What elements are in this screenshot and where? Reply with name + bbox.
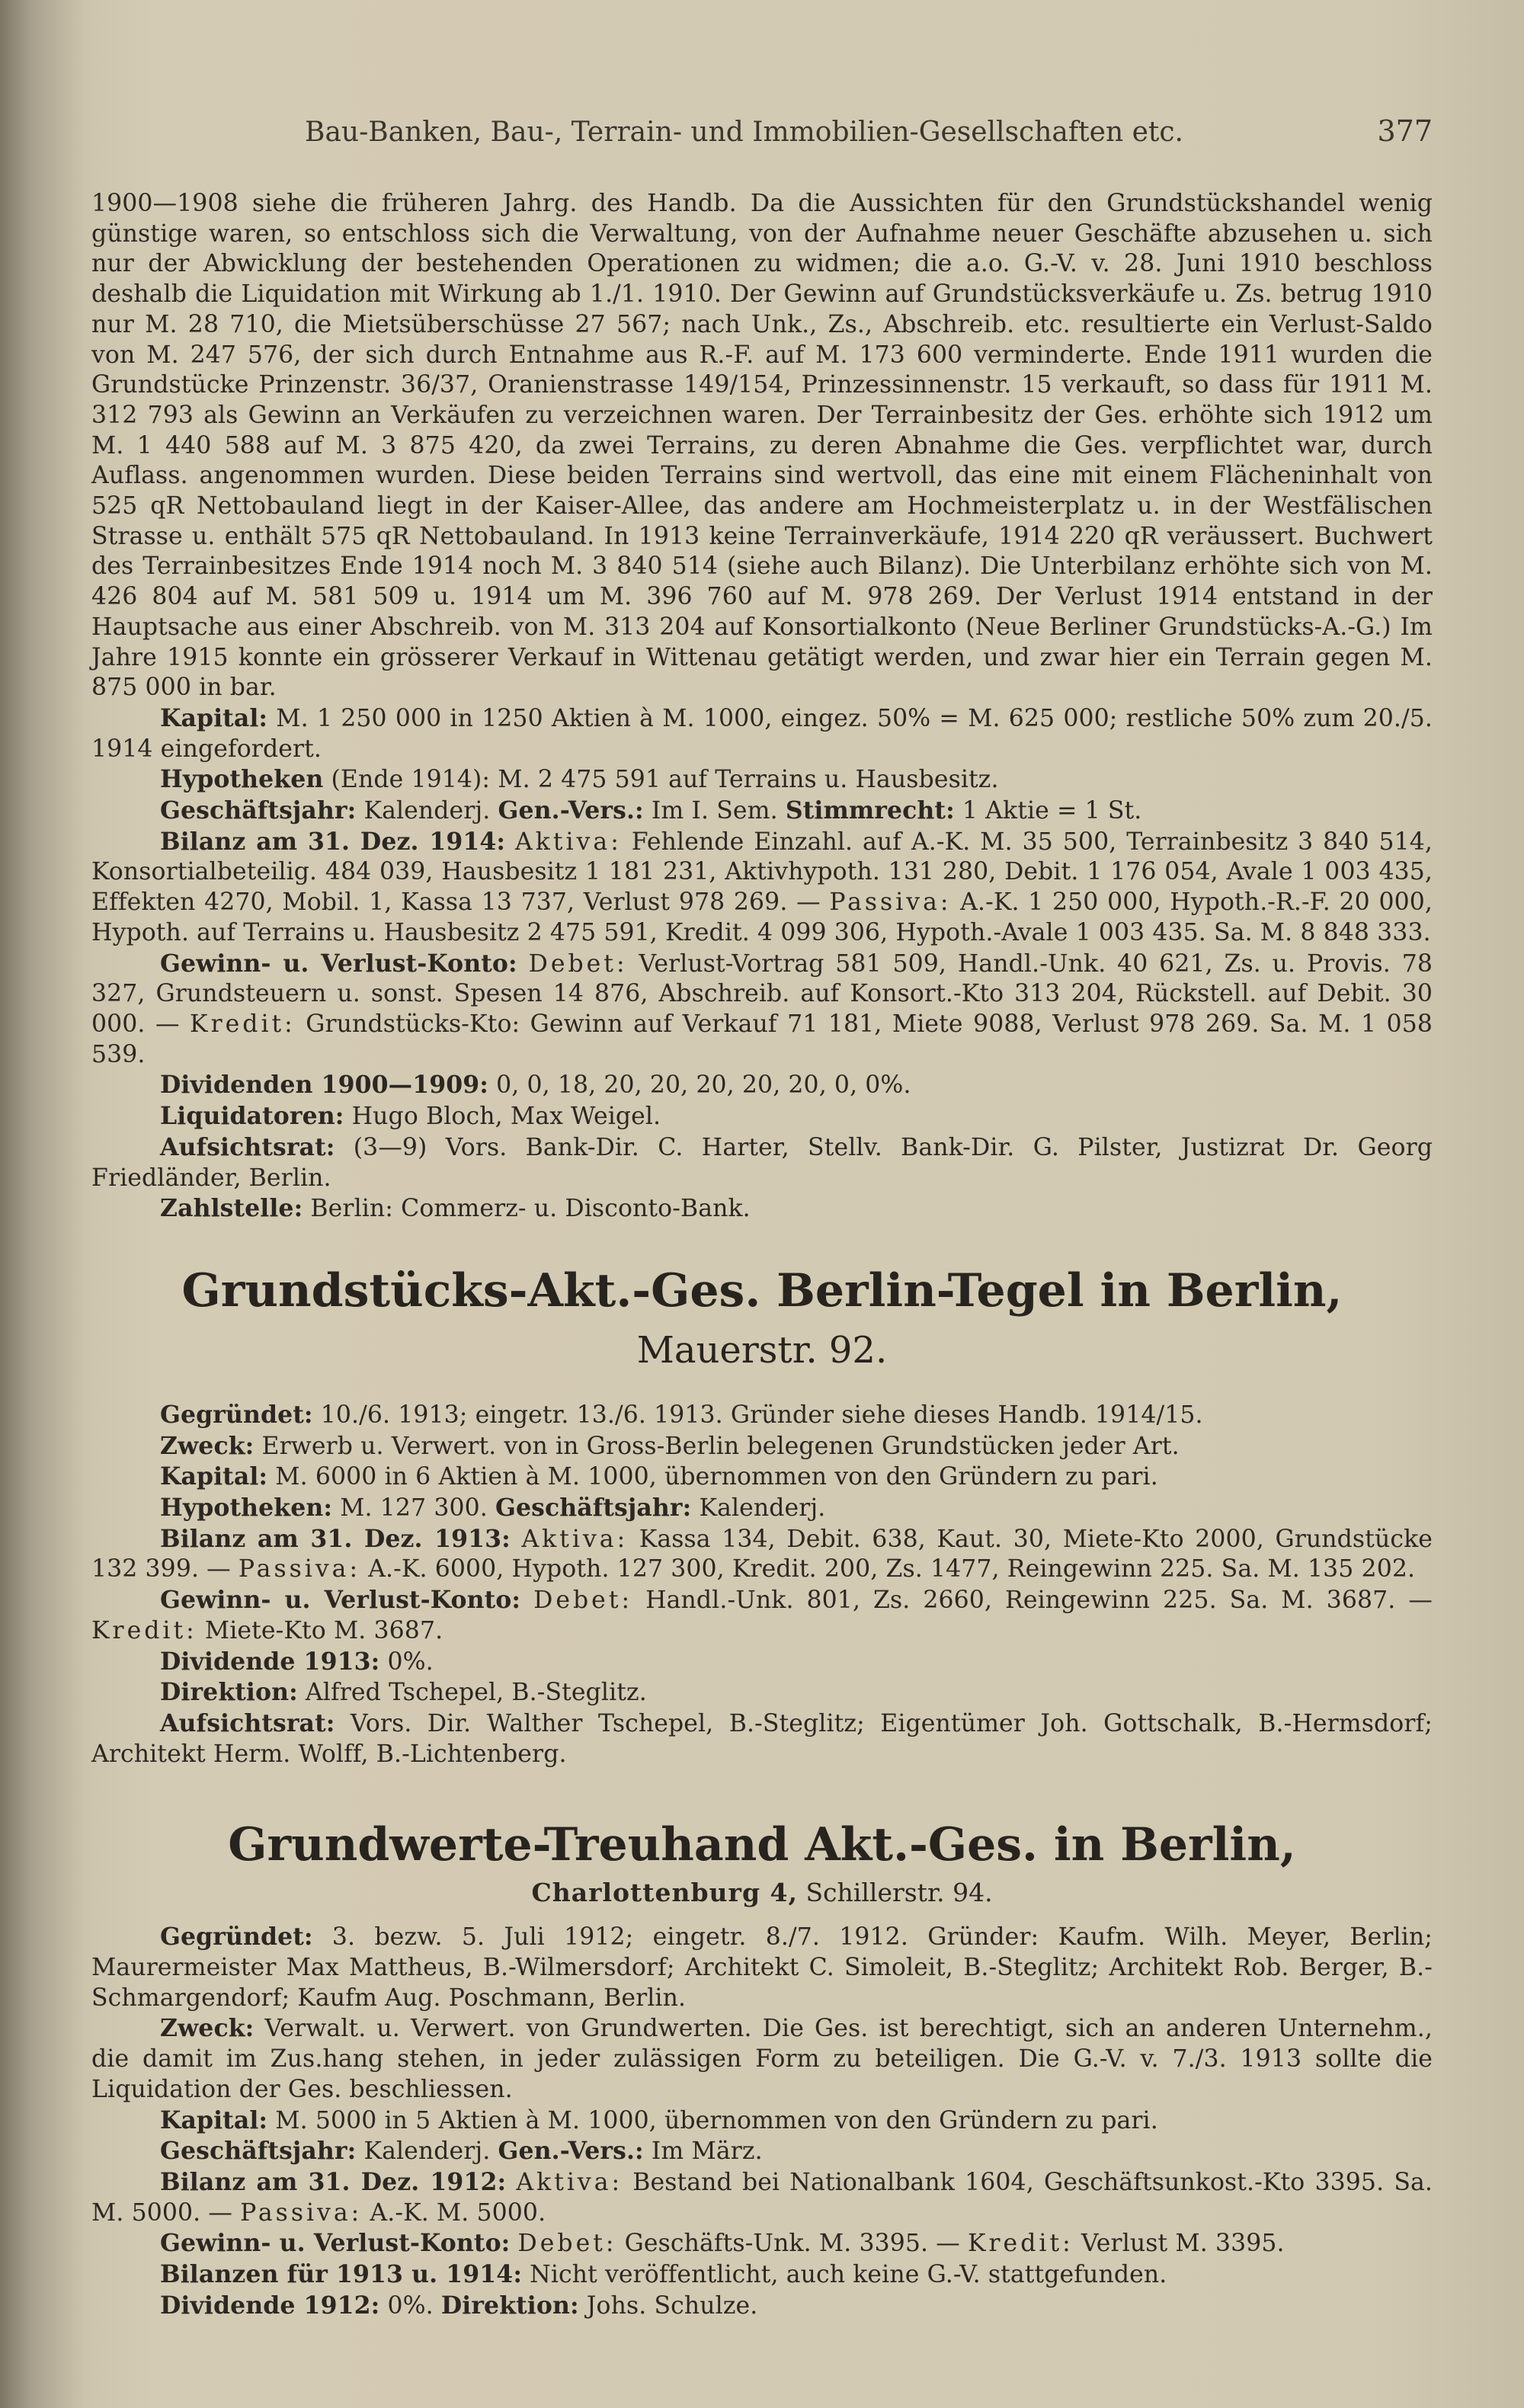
kapital-text: M. 1 250 000 in 1250 Aktien à M. 1000, eingez. 50% = M. 625 000; restliche 50% zum 20./5. 1914 eingefordert. bbox=[91, 704, 1433, 763]
liq-text: Hugo Bloch, Max Weigel. bbox=[344, 1103, 661, 1131]
aktiva-text: Bestand bei Nationalbank 1604, Geschäftsunkost.-Kto 3395. Sa. M. 5000. — bbox=[91, 2168, 1433, 2227]
page-number: 377 bbox=[1377, 114, 1433, 148]
geschaeftsjahr-entry bbox=[91, 796, 1433, 827]
gj-label: Geschäftsjahr: bbox=[495, 1494, 692, 1523]
hypotheken-text: (Ende 1914): M. 2 475 591 auf Terrains u. Hausbesitz. bbox=[323, 766, 999, 794]
bilanz-label: Bilanz am 31. Dez. 1914: bbox=[160, 827, 506, 856]
title-address: Mauerstr. 92. bbox=[636, 1328, 888, 1372]
gegr-text: 3. bezw. 5. Juli 1912; eingetr. 8./7. 1912. Gründer: Kaufm. Wilh. Meyer, Berlin; Maurermeister Max Mattheus, B.-Wilmersdorf; Architekt C. Simoleit, B.-Steglitz; Architekt Rob. Berger, B.-Schmargendorf; Kaufm Aug. Poschmann, Berlin. bbox=[91, 1923, 1433, 2012]
aktiva-text: Fehlende Einzahl. auf A.-K. M. 35 500, Terrainbesitz 3 840 514, Konsortialbeteilig. 484 039, Hausbesitz 1 181 231, Aktivhypoth. 131 280, Debit. 1 176 054, Avale 1 003 435, Effekten 4270, Mobil. 1, Kassa 13 737, Verlust 978 269. — bbox=[91, 828, 1433, 917]
stimmrecht-label: Stimmrecht: bbox=[785, 796, 955, 825]
div-text: 0, 0, 18, 20, 20, 20, 20, 20, 0, 0%. bbox=[488, 1071, 911, 1100]
ar-text: Vors. Dir. Walther Tschepel, B.-Steglitz; Eigentümer Joh. Gottschalk, B.-Hermsdorf; Architekt Herm. Wolff, B.-Lichtenberg. bbox=[91, 1709, 1433, 1768]
header-title: Bau-Banken, Bau-, Terrain- und Immobilien-Gesellschaften etc. bbox=[305, 117, 1183, 148]
bil-text: Nicht veröffentlicht, auch keine G.-V. stattgefunden. bbox=[522, 2261, 1167, 2289]
gegr-label: Gegründet: bbox=[160, 1923, 313, 1952]
debet-text: Handl.-Unk. 801, Zs. 2660, Reingewinn 225. Sa. M. 3687. — bbox=[632, 1587, 1433, 1615]
dir-text: Alfred Tschepel, B.-Steglitz. bbox=[297, 1679, 647, 1707]
div-label: Dividenden 1900—1909: bbox=[160, 1071, 489, 1100]
bilanz-entry bbox=[91, 2167, 1433, 2228]
guv-entry bbox=[91, 949, 1433, 1071]
guv-label: Gewinn- u. Verlust-Konto: bbox=[160, 949, 517, 978]
gj-text: Kalenderj. bbox=[691, 1494, 826, 1523]
aktiva-label: Aktiva: bbox=[515, 828, 622, 856]
subtitle-bold: Charlottenburg 4, bbox=[531, 1878, 798, 1908]
zweck-entry bbox=[91, 2013, 1433, 2105]
history-paragraph: 1900—1908 siehe die früheren Jahrg. des Handb. Da die Aussichten für den Grundstückshandel wenig günstige waren, so entschloss sich die Verwaltung, von der Aufnahme neuer Geschäfte abzusehen u. sich nur der Abwicklung der bestehenden Operationen zu widmen; die a.o. G.-V. v. 28. Juni 1910 beschloss deshalb die Liquidation mit Wirkung ab 1./1. 1910. Der Gewinn auf Grundstücksverkäufe u. Zs. betrug 1910 nur M. 28 710, die Mietsüberschüsse 27 567; nach Unk., Zs., Abschreib. etc. resultierte ein Verlust-Saldo von M. 247 576, der sich durch Entnahme aus R.-F. auf M. 173 600 verminderte. Ende 1911 wurden die Grundstücke Prinzenstr. 36/37, Oranienstrasse 149/154, Prinzessinnenstr. 15 verkauft, so dass für 1911 M. 312 793 als Gewinn an Verkäufen zu verzeichnen waren. Der Terrainbesitz der Ges. erhöhte sich 1912 um M. 1 440 588 auf M. 3 875 420, da zwei Terrains, zu deren Abnahme die Ges. verpflichtet war, durch Auflass. angenommen wurden. Diese beiden Terrains sind wertvoll, das eine mit einem Flächeninhalt von 525 qR Nettobauland liegt in der Kaiser-Allee, das andere am Hochmeisterplatz u. in der Westfälischen Strasse u. enthält 575 qR Nettobauland. In 1913 keine Terrainverkäufe, 1914 220 qR veräussert. Buchwert des Terrainbesitzes Ende 1914 noch M. 3 840 514 (siehe auch Bilanz). Die Unterbilanz erhöhte sich von M. 426 804 auf M. 581 509 u. 1914 um M. 396 760 auf M. 978 269. Der Verlust 1914 entstand in der Hauptsache aus einer Abschreib. von M. 313 204 auf Konsortialkonto (Neue Berliner Grundstücks-A.-G.) Im Jahre 1915 konnte ein grösserer Verkauf in Wittenau getätigt werden, und zwar hier ein Terrain gegen M. 875 000 in bar. bbox=[91, 190, 1433, 702]
company-title-grundwerte: Grundwerte-Treuhand Akt.-Ges. in Berlin, bbox=[228, 1818, 1296, 1872]
gj-label: Geschäftsjahr: bbox=[160, 2137, 357, 2166]
title-text: Grundstücks-Akt.-Ges. Berlin-Tegel in Berlin, bbox=[181, 1263, 1343, 1318]
ar-label: Aufsichtsrat: bbox=[160, 1132, 335, 1161]
kapital-label: Kapital: bbox=[160, 1462, 268, 1491]
kapital-entry bbox=[91, 2105, 1433, 2137]
aktiva-label: Aktiva: bbox=[516, 2168, 623, 2196]
zweck-entry bbox=[91, 1431, 1433, 1462]
bilanz-label: Bilanz am 31. Dez. 1912: bbox=[160, 2167, 507, 2196]
kapital-text: M. 5000 in 5 Aktien à M. 1000, übernommen von den Gründern zu pari. bbox=[267, 2106, 1158, 2134]
liquidatoren-entry bbox=[91, 1101, 1433, 1132]
zs-label: Zahlstelle: bbox=[160, 1194, 303, 1223]
company-title-tegel bbox=[91, 1264, 1433, 1377]
direktion-entry bbox=[91, 1677, 1433, 1708]
kredit-label: Kredit: bbox=[91, 1616, 197, 1644]
genvers-text: Im I. Sem. bbox=[643, 797, 786, 825]
genvers-text: Im März. bbox=[643, 2137, 763, 2166]
div-text: 0%. bbox=[379, 2291, 441, 2320]
bilanz-entry bbox=[91, 1524, 1433, 1585]
hypo-label: Hypotheken: bbox=[160, 1494, 333, 1523]
passiva-text: A.-K. M. 5000. bbox=[362, 2198, 546, 2227]
guv-label: Gewinn- u. Verlust-Konto: bbox=[160, 2229, 511, 2258]
hypotheken-label: Hypotheken bbox=[160, 765, 324, 794]
gegruendet-entry bbox=[91, 1922, 1433, 2013]
passiva-text: A.-K. 1 250 000, Hypoth.-R.-F. 20 000, Hypoth. auf Terrains u. Hausbesitz 2 475 591, Kredit. 4 099 306, Hypoth.-Avale 1 003 435. Sa. M. 8 848 333. bbox=[91, 889, 1433, 946]
debet-text: Geschäfts-Unk. M. 3395. — bbox=[616, 2230, 968, 2258]
aktiva-label: Aktiva: bbox=[521, 1525, 629, 1553]
genvers-label: Gen.-Vers.: bbox=[498, 2137, 644, 2166]
genvers-label: Gen.-Vers.: bbox=[498, 796, 644, 825]
subtitle-rest: Schillerstr. 94. bbox=[797, 1878, 993, 1908]
debet-text: Verlust-Vortrag 581 509, Handl.-Unk. 40 621, Zs. u. Provis. 78 327, Grundsteuern u. sonst. Spesen 14 876, Abschreib. auf Konsort.-Kto 313 204, Rückstell. auf Debit. 30 000. — bbox=[91, 949, 1433, 1038]
guv-entry bbox=[91, 2228, 1433, 2259]
guv-label: Gewinn- u. Verlust-Konto: bbox=[160, 1586, 521, 1615]
zs-text: Berlin: Commerz- u. Disconto-Bank. bbox=[303, 1195, 751, 1223]
dividenden-entry bbox=[91, 1070, 1433, 1101]
hypotheken-entry bbox=[91, 1493, 1433, 1524]
kredit-label: Kredit: bbox=[967, 2230, 1074, 2258]
debet-label: Debet: bbox=[533, 1587, 633, 1615]
aufsichtsrat-entry bbox=[91, 1132, 1433, 1193]
dir-label: Direktion: bbox=[160, 1678, 298, 1707]
company-subtitle bbox=[91, 1876, 1433, 1910]
text-column bbox=[91, 114, 1433, 2321]
kredit-label: Kredit: bbox=[190, 1010, 296, 1038]
dir-label: Direktion: bbox=[440, 2291, 579, 2320]
gj-label: Geschäftsjahr: bbox=[160, 796, 357, 825]
gegr-label: Gegründet: bbox=[160, 1400, 313, 1429]
gj-text: Kalenderj. bbox=[356, 2137, 498, 2166]
hypotheken-entry bbox=[91, 764, 1433, 796]
aufsichtsrat-entry bbox=[91, 1708, 1433, 1769]
bilanz-entry bbox=[91, 827, 1433, 949]
debet-label: Debet: bbox=[517, 2230, 617, 2258]
kapital-text: M. 6000 in 6 Aktien à M. 1000, übernommen von den Gründern zu pari. bbox=[267, 1463, 1158, 1491]
passiva-label: Passiva: bbox=[238, 1555, 361, 1583]
dividende-entry bbox=[91, 2291, 1433, 2322]
dir-text: Johs. Schulze. bbox=[578, 2291, 758, 2320]
kapital-label: Kapital: bbox=[160, 2105, 268, 2134]
kredit-text: Verlust M. 3395. bbox=[1073, 2230, 1285, 2258]
liq-label: Liquidatoren: bbox=[160, 1102, 344, 1131]
ar-text: (3—9) Vors. Bank-Dir. C. Harter, Stellv. Bank-Dir. G. Pilster, Justizrat Dr. Georg Friedländer, Berlin. bbox=[91, 1133, 1433, 1192]
div-label: Dividende 1912: bbox=[160, 2291, 380, 2320]
bilanzen-entry bbox=[91, 2259, 1433, 2291]
zweck-text: Erwerb u. Verwert. von in Gross-Berlin belegenen Grundstücken jeder Art. bbox=[254, 1432, 1180, 1460]
passiva-label: Passiva: bbox=[829, 889, 952, 917]
kapital-label: Kapital: bbox=[160, 703, 268, 732]
zweck-label: Zweck: bbox=[160, 1431, 255, 1460]
ar-label: Aufsichtsrat: bbox=[160, 1708, 335, 1737]
hypo-text: M. 127 300. bbox=[332, 1494, 495, 1523]
gj-text: Kalenderj. bbox=[356, 797, 498, 825]
guv-entry bbox=[91, 1585, 1433, 1646]
aktiva-text: Kassa 134, Debit. 638, Kaut. 30, Miete-Kto 2000, Grundstücke 132 399. — bbox=[91, 1525, 1433, 1583]
passiva-label: Passiva: bbox=[240, 2198, 363, 2227]
gegr-text: 10./6. 1913; eingetr. 13./6. 1913. Gründer siehe dieses Handb. 1914/15. bbox=[312, 1401, 1203, 1429]
bilanz-label: Bilanz am 31. Dez. 1913: bbox=[160, 1524, 511, 1553]
dividende-entry bbox=[91, 1647, 1433, 1678]
kredit-text: Miete-Kto M. 3687. bbox=[197, 1616, 443, 1644]
zahlstelle-entry bbox=[91, 1193, 1433, 1225]
div-text: 0%. bbox=[379, 1647, 434, 1676]
kapital-entry bbox=[91, 703, 1433, 764]
div-label: Dividende 1913: bbox=[160, 1647, 380, 1676]
geschaeftsjahr-entry bbox=[91, 2136, 1433, 2167]
stimmrecht-text: 1 Aktie = 1 St. bbox=[954, 797, 1142, 825]
bil-label: Bilanzen für 1913 u. 1914: bbox=[160, 2260, 523, 2289]
debet-label: Debet: bbox=[528, 949, 628, 978]
zweck-label: Zweck: bbox=[160, 2014, 255, 2043]
zweck-text: Verwalt. u. Verwert. von Grundwerten. Die Ges. ist berechtigt, sich an anderen Unternehm., die damit im Zus.hang stehen, in jeder zulässigen Form zu beteiligen. Die G.-V. v. 7./3. 1913 sollte die Liquidation der Ges. beschliessen. bbox=[91, 2015, 1433, 2103]
kredit-text: Grundstücks-Kto: Gewinn auf Verkauf 71 181, Miete 9088, Verlust 978 269. Sa. M. 1 058 539. bbox=[91, 1010, 1433, 1068]
kapital-entry bbox=[91, 1462, 1433, 1493]
gegruendet-entry bbox=[91, 1400, 1433, 1431]
passiva-text: A.-K. 6000, Hypoth. 127 300, Kredit. 200, Zs. 1477, Reingewinn 225. Sa. M. 135 202. bbox=[360, 1555, 1416, 1583]
running-header bbox=[305, 114, 1433, 148]
